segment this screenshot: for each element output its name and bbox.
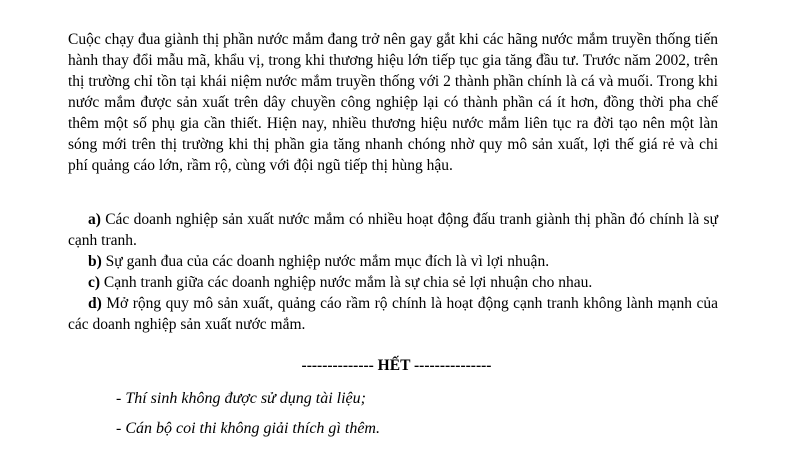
option-b-letter: b) — [88, 253, 102, 270]
note-no-materials: - Thí sinh không được sử dụng tài liệu; — [116, 390, 366, 407]
option-a — [68, 209, 718, 251]
option-c-letter: c) — [88, 274, 101, 291]
option-c-text: Cạnh tranh giữa các doanh nghiệp nước mắm là sự chia sẻ lợi nhuận cho nhau. — [100, 274, 593, 291]
option-d-letter: d) — [88, 295, 102, 312]
exam-notes — [116, 384, 380, 444]
answer-options — [68, 209, 718, 335]
reading-passage: Cuộc chạy đua giành thị phần nước mắm đang trở nên gay gắt khi các hãng nước mắm truyền thống tiến hành thay đổi mẫu mã, khẩu vị, trong khi thương hiệu lớn tiếp tục gia tăng đầu tư. Trước năm 2002, trên thị trường chỉ tồn tại khái niệm nước mắm truyền thống với 2 thành phần chính là cá và muối. Trong khi nước mắm được sản xuất trên dây chuyền công nghiệp lại có thành phần cá ít hơn, đồng thời pha chế thêm một số phụ gia cần thiết. Hiện nay, nhiều thương hiệu nước mắm liên tục ra đời tạo nên một làn sóng mới trên thị trường khi thị phần gia tăng nhanh chóng nhờ quy mô sản xuất, lợi thế giá rẻ và chi phí quảng cáo lớn, rầm rộ, cùng với đội ngũ tiếp thị hùng hậu. — [68, 30, 718, 174]
option-c — [68, 272, 718, 293]
note-no-explanation: - Cán bộ coi thi không giải thích gì thêm. — [116, 420, 380, 437]
option-b-text: Sự ganh đua của các doanh nghiệp nước mắm mục đích là vì lợi nhuận. — [101, 253, 550, 270]
option-b — [68, 251, 718, 272]
option-d-text: Mở rộng quy mô sản xuất, quảng cáo rầm rộ chính là hoạt động cạnh tranh không lành mạnh của các doanh nghiệp sản xuất nước mắm. — [68, 295, 718, 333]
option-d — [68, 293, 718, 335]
end-marker: -------------- HẾT --------------- — [301, 357, 492, 374]
option-a-text: Các doanh nghiệp sản xuất nước mắm có nhiều hoạt động đấu tranh giành thị phần đó chính là sự cạnh tranh. — [68, 211, 718, 249]
option-a-letter: a) — [88, 211, 101, 228]
